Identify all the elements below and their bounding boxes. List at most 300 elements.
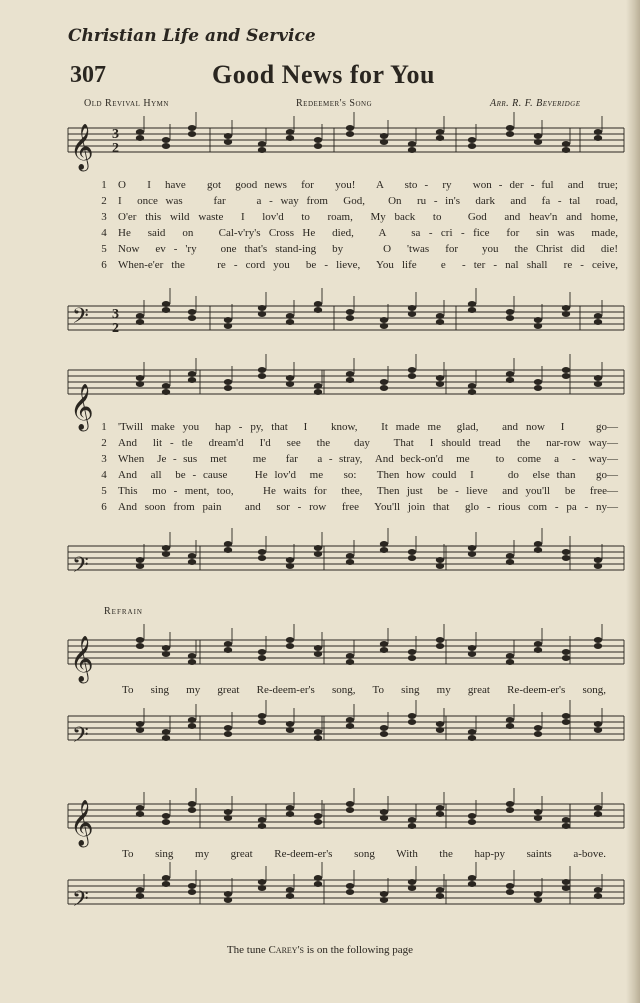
stanza-number: 4 xyxy=(101,469,107,481)
note-head xyxy=(380,725,388,731)
note-head xyxy=(506,807,514,813)
note-head xyxy=(594,129,602,135)
note-head xyxy=(534,647,542,653)
note-head xyxy=(162,881,170,887)
note-head xyxy=(314,645,322,651)
note-head xyxy=(286,319,294,325)
note-head xyxy=(224,541,232,547)
treble-clef-icon: 𝄞 xyxy=(70,384,94,430)
note-head xyxy=(562,655,570,661)
note-head xyxy=(162,645,170,651)
note-head xyxy=(136,319,144,325)
stanza-number: 1 xyxy=(101,421,107,433)
note-head xyxy=(188,125,196,131)
stanza-text: This mo - ment, too, He waits for thee, Then just be - lieve and you'll be free— xyxy=(118,485,618,497)
note-head xyxy=(506,125,514,131)
note-head xyxy=(562,373,570,379)
note-head xyxy=(436,129,444,135)
note-head xyxy=(224,647,232,653)
note-head xyxy=(408,549,416,555)
note-head xyxy=(380,385,388,391)
note-head xyxy=(594,381,602,387)
note-head xyxy=(594,557,602,563)
refrain-label: Refrain xyxy=(104,606,143,617)
time-signature-bottom: 2 xyxy=(112,321,119,336)
note-head xyxy=(346,889,354,895)
treble-clef-icon: 𝄞 xyxy=(70,124,94,170)
note-head xyxy=(468,881,476,887)
note-head xyxy=(136,557,144,563)
note-head xyxy=(506,653,514,659)
note-head xyxy=(534,725,542,731)
note-head xyxy=(562,555,570,561)
note-head xyxy=(258,655,266,661)
note-head xyxy=(224,731,232,737)
note-head xyxy=(224,323,232,329)
note-head xyxy=(468,875,476,881)
note-head xyxy=(562,823,570,829)
note-head xyxy=(286,893,294,899)
note-head xyxy=(506,309,514,315)
stanza-text: O I have got good news for you! A sto - ry won - der - ful and true; xyxy=(118,179,618,191)
stanza-text: And soon from pain and sor - row free You'll join that glo - rious com - pa - ny— xyxy=(118,501,618,513)
note-head xyxy=(468,389,476,395)
note-head xyxy=(188,131,196,137)
note-head xyxy=(162,307,170,313)
note-head xyxy=(188,315,196,321)
stanza-number: 3 xyxy=(101,211,107,223)
note-head xyxy=(436,319,444,325)
credit-arranger: Arr. R. F. Beveridge xyxy=(490,98,581,109)
note-head xyxy=(436,643,444,649)
note-head xyxy=(506,723,514,729)
note-head xyxy=(136,637,144,643)
note-head xyxy=(534,547,542,553)
note-head xyxy=(380,897,388,903)
note-head xyxy=(136,721,144,727)
note-head xyxy=(594,805,602,811)
note-head xyxy=(408,719,416,725)
note-head xyxy=(286,563,294,569)
note-head xyxy=(224,641,232,647)
note-head xyxy=(136,811,144,817)
note-head xyxy=(314,137,322,143)
note-head xyxy=(380,731,388,737)
note-head xyxy=(188,559,196,565)
note-head xyxy=(346,553,354,559)
note-head xyxy=(562,719,570,725)
note-head xyxy=(534,891,542,897)
note-head xyxy=(258,147,266,153)
stanza-text: I once was far a - way from God, On ru - in's dark and fa - tal road, xyxy=(118,195,618,207)
note-head xyxy=(380,891,388,897)
stanza-line xyxy=(0,259,640,275)
note-head xyxy=(224,385,232,391)
note-head xyxy=(162,545,170,551)
note-head xyxy=(224,891,232,897)
note-head xyxy=(258,367,266,373)
note-head xyxy=(346,315,354,321)
note-head xyxy=(408,311,416,317)
time-signature-top: 3 xyxy=(112,127,119,142)
note-head xyxy=(408,713,416,719)
note-head xyxy=(594,319,602,325)
note-head xyxy=(468,551,476,557)
note-head xyxy=(286,637,294,643)
note-head xyxy=(346,659,354,665)
note-head xyxy=(468,301,476,307)
note-head xyxy=(594,643,602,649)
treble-clef-icon: 𝄞 xyxy=(70,800,94,846)
note-head xyxy=(436,893,444,899)
note-head xyxy=(534,323,542,329)
note-head xyxy=(188,371,196,377)
stanza-text: And all be - cause He lov'd me so: Then how could I do else than go— xyxy=(118,469,618,481)
note-head xyxy=(408,655,416,661)
note-head xyxy=(286,557,294,563)
note-head xyxy=(408,879,416,885)
note-head xyxy=(136,381,144,387)
note-head xyxy=(436,313,444,319)
note-head xyxy=(314,819,322,825)
note-head xyxy=(562,141,570,147)
note-head xyxy=(594,563,602,569)
note-head xyxy=(162,813,170,819)
note-head xyxy=(408,373,416,379)
note-head xyxy=(286,313,294,319)
note-head xyxy=(162,819,170,825)
note-head xyxy=(408,305,416,311)
note-head xyxy=(258,719,266,725)
stanza-number: 5 xyxy=(101,243,107,255)
note-head xyxy=(162,729,170,735)
note-head xyxy=(314,651,322,657)
treble-clef-icon: 𝄞 xyxy=(70,636,94,682)
stanza-number: 5 xyxy=(101,485,107,497)
note-head xyxy=(534,731,542,737)
note-head xyxy=(408,367,416,373)
note-head xyxy=(224,547,232,553)
note-head xyxy=(162,875,170,881)
note-head xyxy=(594,135,602,141)
stanza-line xyxy=(0,501,640,517)
note-head xyxy=(258,823,266,829)
note-head xyxy=(408,823,416,829)
stanza-text: O'er this wild waste I lov'd to roam, My back to God and heav'n and home, xyxy=(118,211,618,223)
note-head xyxy=(224,133,232,139)
note-head xyxy=(380,317,388,323)
stanza-line xyxy=(0,485,640,501)
stanza-text: When-e'er the re - cord you be - lieve, You life e - ter - nal shall re - ceive, xyxy=(118,259,618,271)
note-head xyxy=(506,889,514,895)
note-head xyxy=(506,883,514,889)
note-head xyxy=(314,551,322,557)
note-head xyxy=(136,313,144,319)
note-head xyxy=(136,375,144,381)
note-head xyxy=(314,875,322,881)
note-head xyxy=(594,375,602,381)
note-head xyxy=(162,301,170,307)
note-head xyxy=(506,553,514,559)
stanza-number: 4 xyxy=(101,227,107,239)
note-head xyxy=(380,647,388,653)
note-head xyxy=(346,883,354,889)
note-head xyxy=(436,637,444,643)
note-head xyxy=(346,131,354,137)
note-head xyxy=(188,717,196,723)
note-head xyxy=(346,807,354,813)
note-head xyxy=(408,885,416,891)
note-head xyxy=(286,811,294,817)
note-head xyxy=(408,817,416,823)
footer-suffix: is on the following page xyxy=(306,944,414,956)
note-head xyxy=(286,129,294,135)
stanza-line xyxy=(0,437,640,453)
note-head xyxy=(258,311,266,317)
note-head xyxy=(314,383,322,389)
note-head xyxy=(314,881,322,887)
credit-origin: Old Revival Hymn xyxy=(84,98,169,109)
stanza-line xyxy=(0,421,640,437)
hymn-title: Good News for You xyxy=(212,60,436,89)
note-head xyxy=(594,313,602,319)
note-head xyxy=(468,819,476,825)
note-head xyxy=(534,809,542,815)
note-head xyxy=(286,805,294,811)
note-head xyxy=(224,809,232,815)
note-head xyxy=(224,897,232,903)
note-head xyxy=(136,563,144,569)
stanza-line xyxy=(0,243,640,259)
note-head xyxy=(534,133,542,139)
note-head xyxy=(346,723,354,729)
note-head xyxy=(468,729,476,735)
note-head xyxy=(436,727,444,733)
bass-clef-icon: 𝄢 xyxy=(72,304,89,334)
note-head xyxy=(506,717,514,723)
note-head xyxy=(380,809,388,815)
note-head xyxy=(258,373,266,379)
note-head xyxy=(258,879,266,885)
stanza-number: 1 xyxy=(101,179,107,191)
note-head xyxy=(380,547,388,553)
note-head xyxy=(534,897,542,903)
note-head xyxy=(314,813,322,819)
note-head xyxy=(436,557,444,563)
note-head xyxy=(534,385,542,391)
note-head xyxy=(562,549,570,555)
time-signature-top: 3 xyxy=(112,307,119,322)
note-head xyxy=(408,555,416,561)
stanza-line xyxy=(0,469,640,485)
bass-clef-icon: 𝄢 xyxy=(72,553,89,583)
note-head xyxy=(136,129,144,135)
footer-prefix: The tune xyxy=(226,944,266,956)
note-head xyxy=(594,887,602,893)
note-head xyxy=(314,307,322,313)
note-head xyxy=(162,143,170,149)
note-head xyxy=(258,555,266,561)
note-head xyxy=(286,721,294,727)
note-head xyxy=(594,727,602,733)
note-head xyxy=(562,305,570,311)
note-head xyxy=(506,801,514,807)
note-head xyxy=(506,371,514,377)
note-head xyxy=(468,735,476,741)
note-head xyxy=(162,137,170,143)
note-head xyxy=(224,725,232,731)
note-head xyxy=(562,311,570,317)
note-head xyxy=(258,549,266,555)
note-head xyxy=(468,137,476,143)
note-head xyxy=(380,133,388,139)
stanza-line xyxy=(0,179,640,195)
stanza-number: 6 xyxy=(101,259,107,271)
note-head xyxy=(534,379,542,385)
note-head xyxy=(162,735,170,741)
note-head xyxy=(436,811,444,817)
note-head xyxy=(562,885,570,891)
stanza-text: Now ev - 'ry one that's stand-ing by O 'twas for you the Christ did die! xyxy=(118,243,618,255)
note-head xyxy=(188,807,196,813)
note-head xyxy=(224,379,232,385)
note-head xyxy=(380,641,388,647)
note-head xyxy=(188,883,196,889)
note-head xyxy=(224,317,232,323)
note-head xyxy=(224,139,232,145)
bass-clef-icon: 𝄢 xyxy=(72,887,89,917)
note-head xyxy=(258,649,266,655)
stanza-text: And lit - tle dream'd I'd see the day That I should tread the nar-row way— xyxy=(118,437,618,449)
footer-tune-name: Carey's xyxy=(268,944,304,956)
note-head xyxy=(534,641,542,647)
note-head xyxy=(286,727,294,733)
note-head xyxy=(594,637,602,643)
note-head xyxy=(188,801,196,807)
note-head xyxy=(436,721,444,727)
note-head xyxy=(436,887,444,893)
note-head xyxy=(534,317,542,323)
note-head xyxy=(314,729,322,735)
note-head xyxy=(380,379,388,385)
note-head xyxy=(346,377,354,383)
note-head xyxy=(136,727,144,733)
note-head xyxy=(594,893,602,899)
note-head xyxy=(506,659,514,665)
note-head xyxy=(562,713,570,719)
note-head xyxy=(346,559,354,565)
note-head xyxy=(468,645,476,651)
stanza-line xyxy=(0,195,640,211)
stanza-line xyxy=(0,227,640,243)
note-head xyxy=(162,389,170,395)
note-head xyxy=(468,813,476,819)
note-head xyxy=(380,541,388,547)
note-head xyxy=(562,817,570,823)
note-head xyxy=(534,139,542,145)
note-head xyxy=(136,135,144,141)
stanza-line xyxy=(0,211,640,227)
note-head xyxy=(594,721,602,727)
note-head xyxy=(436,375,444,381)
note-head xyxy=(562,147,570,153)
note-head xyxy=(468,651,476,657)
note-head xyxy=(136,643,144,649)
note-head xyxy=(286,375,294,381)
note-head xyxy=(162,383,170,389)
note-head xyxy=(346,717,354,723)
note-head xyxy=(408,649,416,655)
note-head xyxy=(506,377,514,383)
note-head xyxy=(162,651,170,657)
note-head xyxy=(408,141,416,147)
bass-clef-icon: 𝄢 xyxy=(72,723,89,753)
note-head xyxy=(380,323,388,329)
note-head xyxy=(258,885,266,891)
note-head xyxy=(188,553,196,559)
note-head xyxy=(286,887,294,893)
note-head xyxy=(594,811,602,817)
note-head xyxy=(258,141,266,147)
note-head xyxy=(314,389,322,395)
note-head xyxy=(346,309,354,315)
stanza-text: When Je - sus met me far a - stray, And beck-on'd me to come a - way— xyxy=(118,453,618,465)
note-head xyxy=(136,893,144,899)
note-head xyxy=(258,713,266,719)
stanza-number: 6 xyxy=(101,501,107,513)
note-head xyxy=(136,805,144,811)
refrain-line-2: To sing my great Re-deem-er's song With the hap-py saints a-bove. xyxy=(122,848,606,860)
note-head xyxy=(534,815,542,821)
note-head xyxy=(468,307,476,313)
note-head xyxy=(534,541,542,547)
note-head xyxy=(436,563,444,569)
note-head xyxy=(162,551,170,557)
credit-tune-name: Redeemer's Song xyxy=(296,98,373,109)
note-head xyxy=(468,143,476,149)
note-head xyxy=(258,817,266,823)
note-head xyxy=(314,545,322,551)
note-head xyxy=(188,309,196,315)
note-head xyxy=(258,305,266,311)
stanza-text: 'Twill make you hap - py, that I know, It made me glad, and now I go— xyxy=(118,421,618,433)
note-head xyxy=(286,381,294,387)
note-head xyxy=(188,659,196,665)
note-head xyxy=(380,139,388,145)
note-head xyxy=(346,653,354,659)
note-head xyxy=(188,723,196,729)
note-head xyxy=(346,125,354,131)
note-head xyxy=(314,301,322,307)
time-signature-bottom: 2 xyxy=(112,141,119,156)
note-head xyxy=(188,653,196,659)
note-head xyxy=(506,315,514,321)
stanza-text: He said on Cal-v'ry's Cross He died, A sa - cri - fice for sin was made, xyxy=(118,227,618,239)
note-head xyxy=(506,131,514,137)
section-title: Christian Life and Service xyxy=(68,26,316,46)
note-head xyxy=(468,383,476,389)
stanza-number: 3 xyxy=(101,453,107,465)
note-head xyxy=(436,805,444,811)
stanza-line xyxy=(0,453,640,469)
note-head xyxy=(136,887,144,893)
hymn-number: 307 xyxy=(70,62,106,88)
note-head xyxy=(380,815,388,821)
note-head xyxy=(562,879,570,885)
note-head xyxy=(286,643,294,649)
note-head xyxy=(436,135,444,141)
note-head xyxy=(562,649,570,655)
